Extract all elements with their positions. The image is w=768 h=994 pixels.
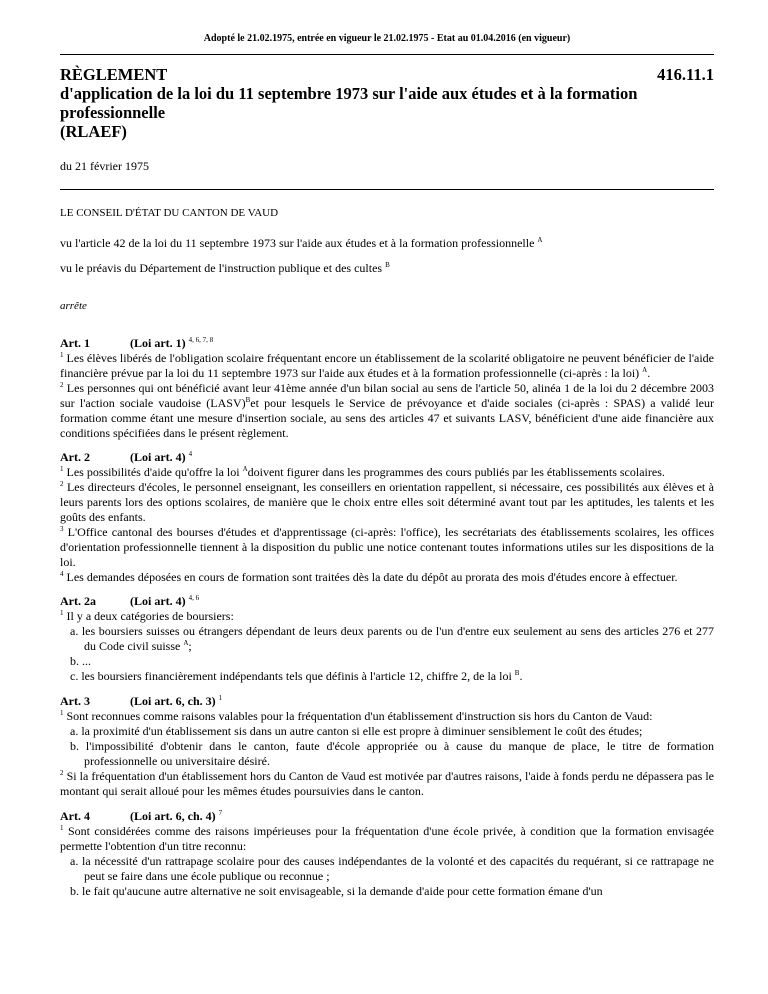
title-abbreviation: (RLAEF) — [60, 122, 127, 141]
title-number: 416.11.1 — [657, 65, 714, 84]
arrete-label: arrête — [60, 300, 87, 312]
adoption-date: du 21 février 1975 — [60, 159, 149, 173]
title-reglement: RÈGLEMENT — [60, 65, 168, 84]
boursier-categories-list — [60, 624, 714, 684]
alinea: $^2$ Les personnes qui ont bénéficié avant leur 41ème année d'un bilan social au sens de l'article 50, alinéa 1 de la loi du 2 décembre 2003 sur l'action sociale vaudoise (LASV)$^B$et pour lesquels le Service de prévoyance et d'aide sociales (ci-après : SPAS) a validé leur formation comme étant une mesure d'insertion sociale, au sens des articles 47 et suivants LASV, bénéficient d'une aide financière aux conditions spécifiées dans le présent règlement. — [60, 381, 714, 440]
header-divider — [60, 54, 714, 55]
alinea: $^1$ Sont considérées comme des raisons impérieuses pour la fréquentation d'une école privée, à condition que la formation envisagée permette l'obtention d'un titre reconnu: — [60, 824, 715, 853]
list-item: a. les boursiers suisses ou étrangers dépendant de leurs deux parents ou de l'un d'entre eux seulement au sens des articles 276 et 277 du Code civil suisse $^A$; — [70, 624, 714, 653]
title-line2: d'application de la loi du 11 septembre 1973 sur l'aide aux études et à la formation — [60, 84, 638, 103]
article-heading: Art. 2 (Loi art. 4) $^4$ — [60, 450, 193, 464]
article-heading: Art. 1 (Loi art. 1) $^{4, 6, 7, 8}$ — [60, 336, 214, 350]
alinea: $^1$ Sont reconnues comme raisons valables pour la fréquentation d'un établissement d'instruction sis hors du Canton de Vaud: — [60, 709, 653, 723]
article-3 — [60, 694, 714, 799]
alinea: $^2$ Les directeurs d'écoles, le personnel enseignant, les conseillers en orientation rappellent, si nécessaire, ces possibilités aux élèves et à leurs parents lors des options scolaires, de manière que le choix entre elles soit déterminé avant tout par les aptitudes, les talents et les goûts des enfants. — [60, 480, 714, 524]
conseil-heading: LE CONSEIL D'ÉTAT DU CANTON DE VAUD — [60, 207, 279, 219]
alinea: $^3$ L'Office cantonal des bourses d'études et d'apprentissage (ci-après: l'office), les secrétariats des établissements scolaires, les offices d'orientation professionnelle tiennent à la disposition du public une notice contenant toutes informations utiles sur les dispositions de la loi. — [60, 525, 714, 569]
alinea: $^2$ Si la fréquentation d'un établissement hors du Canton de Vaud est motivée par d'autres raisons, l'aide à fonds perdu ne dépassera pas le montant qui serait alloué pour les mêmes études poursuivies dans le canton. — [60, 769, 714, 798]
vu-preavis: vu le préavis du Département de l'instruction publique et des cultes $^B$ — [60, 261, 390, 275]
raisons-imperieuses-list — [60, 854, 714, 899]
list-item: b. le fait qu'aucune autre alternative ne soit envisageable, si la demande d'aide pour cette formation émane d'un — [70, 884, 603, 898]
article-heading: Art. 2a (Loi art. 4) $^{4, 6}$ — [60, 594, 200, 608]
document-page — [60, 0, 714, 899]
article-4 — [60, 809, 714, 899]
alinea: $^1$ Les élèves libérés de l'obligation scolaire fréquentant encore un établissement de la scolarité obligatoire ne peuvent bénéficier de l'aide financière prévue par la loi du 11 septembre 1973 sur l'aide aux études et à la formation professionnelle (ci-après : la loi) $^A$. — [60, 351, 714, 380]
article-2 — [60, 450, 714, 585]
list-item: a. la nécessité d'un rattrapage scolaire pour des causes indépendantes de la volonté et des capacités du requérant, si ce rattrapage ne peut se faire dans une école publique ou reconnue ; — [70, 854, 714, 883]
alinea: $^1$ Il y a deux catégories de boursiers: — [60, 609, 234, 623]
title-divider — [60, 189, 714, 190]
alinea: $^1$ Les possibilités d'aide qu'offre la loi $^A$doivent figurer dans les programmes des cours publiés par les établissements scolaires. — [60, 465, 665, 479]
list-item: c. les boursiers financièrement indépendants tels que définis à l'article 12, chiffre 2, de la loi $^B$. — [70, 669, 523, 683]
alinea: $^4$ Les demandes déposées en cours de formation sont traitées dès la date du dépôt au prorata des mois d'études encore à effectuer. — [60, 570, 678, 584]
vu-article-42: vu l'article 42 de la loi du 11 septembre 1973 sur l'aide aux études et à la formation professionnelle $^A$ — [60, 236, 543, 250]
document-header: Adopté le 21.02.1975, entrée en vigueur le 21.02.1975 - Etat au 01.04.2016 (en vigueur) — [203, 33, 571, 44]
article-heading: Art. 4 (Loi art. 6, ch. 4) $^7$ — [60, 809, 223, 823]
title-line3: professionnelle — [60, 103, 166, 122]
raisons-valables-list — [60, 724, 714, 769]
list-item: b. ... — [70, 654, 91, 668]
article-heading: Art. 3 (Loi art. 6, ch. 3) $^1$ — [60, 694, 223, 708]
list-item: b. l'impossibilité d'obtenir dans le canton, faute d'école appropriée ou à cause du manque de place, le titre de formation professionnelle ou universitaire désiré. — [70, 739, 715, 768]
title-block — [60, 65, 714, 141]
list-item: a. la proximité d'un établissement sis dans un autre canton si elle est propre à diminuer sensiblement le coût des études; — [70, 724, 643, 738]
article-2a — [60, 594, 714, 684]
article-1 — [60, 336, 714, 441]
